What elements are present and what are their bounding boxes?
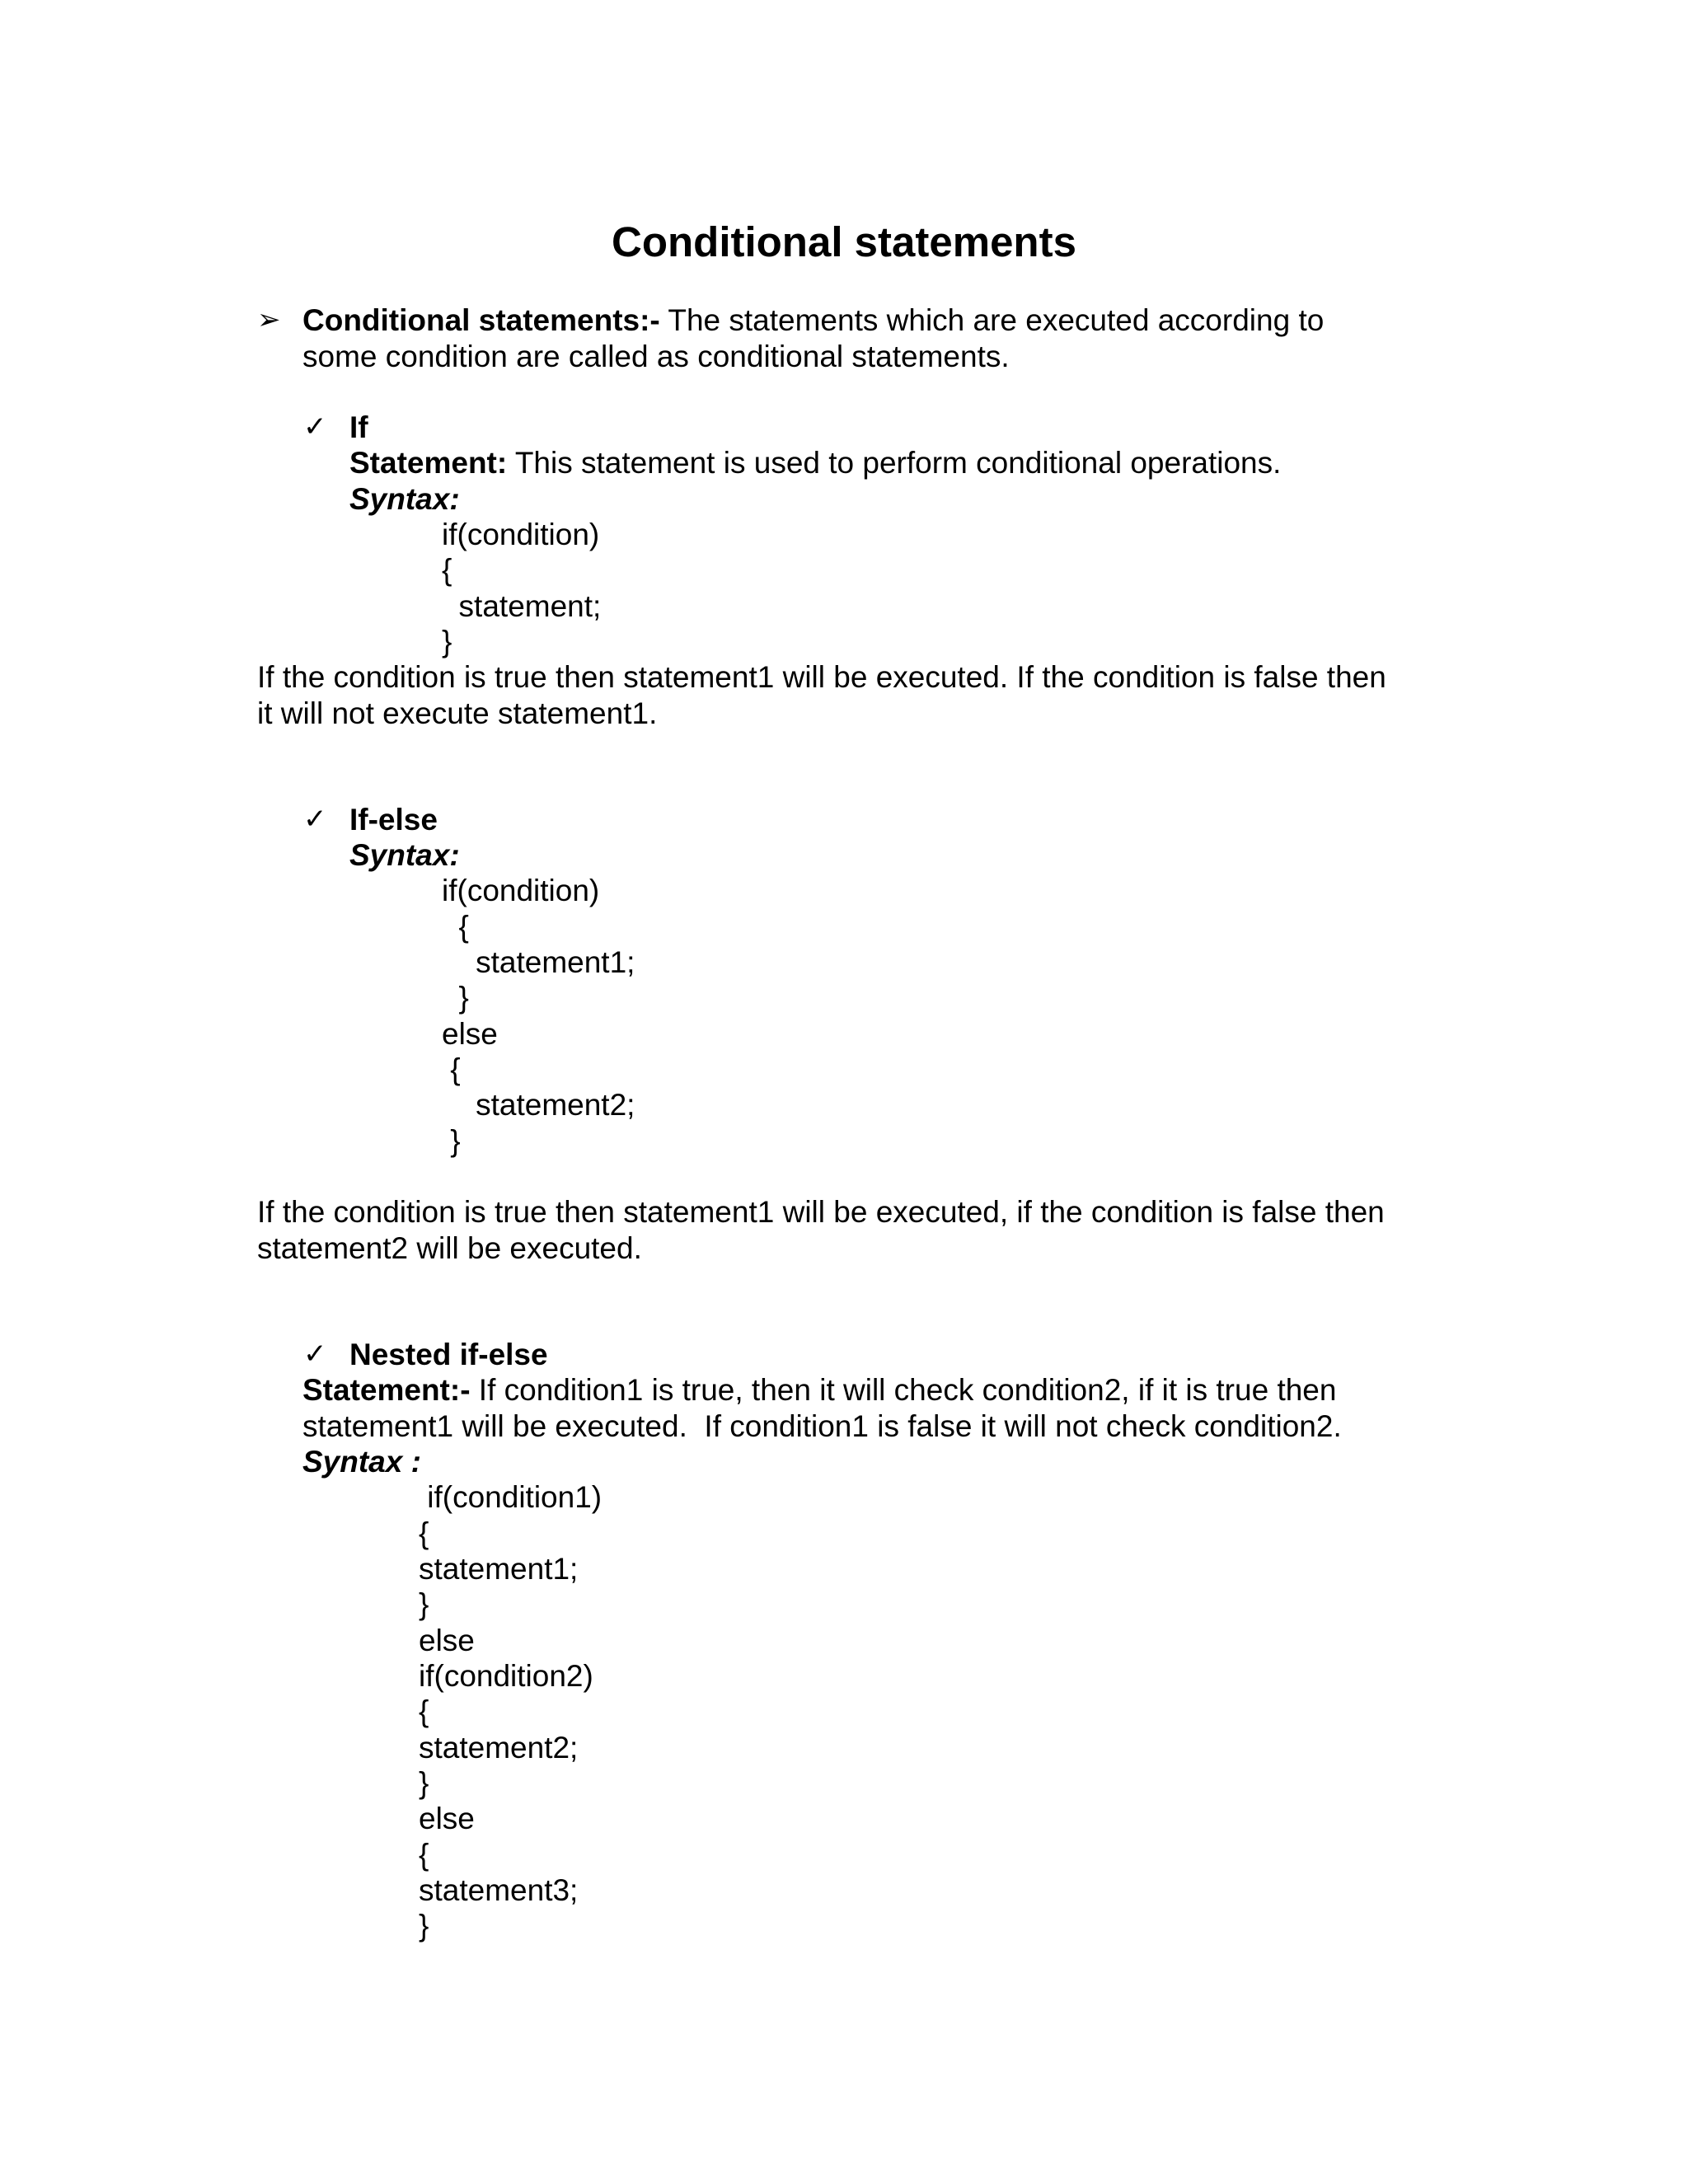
if-statement (349, 445, 1281, 480)
nested-syntax-label: Syntax : (302, 1445, 421, 1479)
nested-code-line: } (419, 1909, 429, 1943)
if-statement-label: Statement: (349, 446, 508, 480)
if-explanation-line-1: If the condition is true then statement1 will be executed. If the condition is false then (257, 660, 1386, 694)
if-syntax-label: Syntax: (349, 482, 460, 516)
if-statement-text: This statement is used to perform conditional operations. (507, 446, 1282, 480)
nested-code-line: { (419, 1694, 429, 1728)
ifelse-code-line: else (442, 1017, 498, 1051)
checkmark-icon: ✓ (303, 803, 327, 836)
page-title: Conditional statements (612, 218, 1076, 265)
intro-definition: The statements which are executed according to (659, 303, 1325, 337)
if-code-line: statement; (442, 589, 602, 623)
intro-line-2: some condition are called as conditional statements. (302, 340, 1010, 373)
nested-code-line: { (419, 1516, 429, 1550)
ifelse-code-line: } (442, 981, 469, 1015)
nested-statement-label: Statement:- (302, 1373, 471, 1407)
nested-code-line: else (419, 1624, 475, 1657)
if-code-line: if(condition) (442, 518, 600, 551)
ifelse-code-line: if(condition) (442, 874, 600, 907)
nested-heading: Nested if-else (349, 1338, 548, 1371)
ifelse-code-line: statement1; (442, 945, 635, 979)
ifelse-code-line: statement2; (442, 1088, 635, 1122)
ifelse-syntax-label: Syntax: (349, 838, 460, 872)
ifelse-code-line: { (442, 910, 469, 944)
nested-code-line: { (419, 1838, 429, 1872)
checkmark-icon: ✓ (303, 1338, 327, 1371)
nested-code-line: if(condition1) (419, 1480, 603, 1514)
nested-code-line: } (419, 1587, 429, 1621)
checkmark-icon: ✓ (303, 410, 327, 443)
nested-code-line: statement1; (419, 1552, 579, 1586)
if-explanation-line-2: it will not execute statement1. (257, 696, 658, 730)
nested-code-line: } (419, 1766, 429, 1800)
nested-statement-text: If condition1 is true, then it will check condition2, if it is true then (470, 1373, 1337, 1407)
nested-code-line: if(condition2) (419, 1659, 593, 1693)
ifelse-explanation-line-2: statement2 will be executed. (257, 1231, 642, 1265)
intro-line-1 (302, 302, 1324, 338)
ifelse-explanation-line-1: If the condition is true then statement1 will be executed, if the condition is false then (257, 1195, 1385, 1229)
if-heading: If (349, 410, 368, 444)
nested-code-line: statement3; (419, 1873, 579, 1907)
ifelse-code-line: { (442, 1052, 461, 1086)
nested-statement-line-2: statement1 will be executed. If condition1 is false it will not check condition2. (302, 1409, 1342, 1443)
intro-term: Conditional statements:- (302, 303, 660, 337)
nested-code-line: else (419, 1802, 475, 1835)
if-code-line: } (442, 625, 452, 658)
nested-statement-line-1 (302, 1372, 1336, 1408)
arrowhead-bullet-icon: ➢ (257, 303, 281, 336)
if-code-line: { (442, 553, 452, 587)
ifelse-heading: If-else (349, 803, 438, 837)
nested-code-line: statement2; (419, 1731, 579, 1765)
ifelse-code-line: } (442, 1124, 461, 1158)
